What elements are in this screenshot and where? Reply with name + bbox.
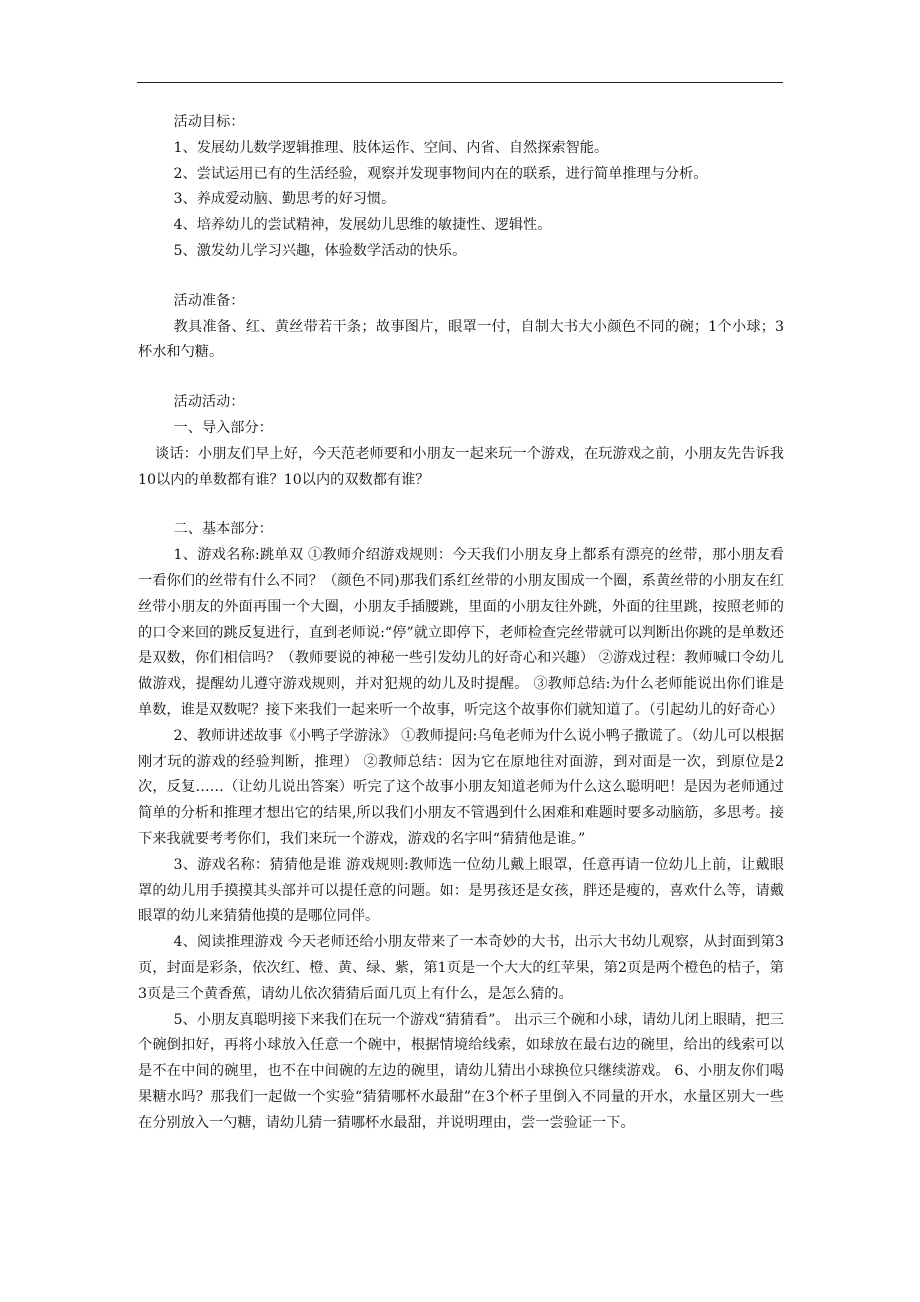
intro-heading: 一、导入部分： [173, 419, 273, 436]
prep-text: 教具准备、红、黄丝带若干条；故事图片，眼罩一付，自制大书大小颜色不同的碗；1个小球；3杯水和勺糖。 [138, 318, 784, 361]
goal-item: 5、激发幼儿学习兴趣，体验数学活动的快乐。 [173, 242, 467, 259]
goal-item: 3、养成爱动脑、勤思考的好习惯。 [173, 191, 396, 208]
goal-item: 4、培养幼儿的尝试精神，发展幼儿思维的敏捷性、逻辑性。 [173, 217, 552, 234]
basic-paragraph: 1、游戏名称:跳单双 ①教师介绍游戏规则：今天我们小朋友身上都系有漂亮的丝带，那小朋友看一看你们的丝带有什么不同？（颜色不同)那我们系红丝带的小朋友围成一个圈，系黄丝带的小朋友在红丝带小朋友的外面再围一个大圈，小朋友手插腰跳，里面的小朋友往外跳，外面的往里跳，按照老师的的口令来回的跳反复进行，直到老师说:“停”就立即停下，老师检查完丝带就可以判断出你跳的是单数还是双数，你们相信吗？（教师要说的神秘一些引发幼儿的好奇心和兴趣） ②游戏过程：教师喊口令幼儿做游戏，提醒幼儿遵守游戏规则，并对犯规的幼儿及时提醒。 ③教师总结:为什么老师能说出你们谁是单数，谁是双数呢？接下来我们一起来听一个故事，听完这个故事你们就知道了。（引起幼儿的好奇心） [138, 547, 784, 718]
basic-paragraph: 3、游戏名称：猜猜他是谁 游戏规则:教师选一位幼儿戴上眼罩，任意再请一位幼儿上前，让戴眼罩的幼儿用手摸摸其头部并可以提任意的问题。如：是男孩还是女孩，胖还是瘦的，喜欢什么等，请戴眼罩的幼儿来猜猜他摸的是哪位同伴。 [138, 856, 784, 925]
basic-heading: 二、基本部分： [173, 521, 273, 538]
goals-heading: 活动目标： [173, 114, 245, 130]
prep-heading: 活动准备： [173, 292, 245, 309]
basic-paragraph: 4、阅读推理游戏 今天老师还给小朋友带来了一本奇妙的大书，出示大书幼儿观察，从封面到第3页，封面是彩条，依次红、橙、黄、绿、紫，第1页是一个大大的红苹果，第2页是两个橙色的桔子，第3页是三个黄香蕉，请幼儿依次猜猜后面几页上有什么，是怎么猜的。 [138, 934, 784, 1002]
basic-paragraph: 5、小朋友真聪明接下来我们在玩一个游戏“猜猜看”。 出示三个碗和小球，请幼儿闭上眼睛，把三个碗倒扣好，再将小球放入任意一个碗中，根据情境给线索，如球放在最右边的碗里，给出的线索可以是不在中间的碗里，也不在中间碗的左边的碗里，请幼儿猜出小球换位只继续游戏。 6、小朋友你们喝果糖水吗？那我们一起做一个实验“猜猜哪杯水最甜”在3个杯子里倒入不同量的开水，水量区别大一些在分别放入一勺糖，请幼儿猜一猜哪杯水最甜，并说明理由，尝一尝验证一下。 [138, 1011, 784, 1131]
header-rule [137, 82, 783, 83]
basic-paragraph: 2、教师讲述故事《小鸭子学游泳》 ①教师提问:乌龟老师为什么说小鸭子撒谎了。（幼儿可以根据刚才玩的游戏的经验判断，推理） ②教师总结：因为它在原地往对面游，到对面是一次，到原位是2次，反复……（让幼儿说出答案）听完了这个故事小朋友知道老师为什么这么聪明吧！是因为老师通过简单的分析和推理才想出它的结果,所以我们小朋友不管遇到什么困难和难题时要多动脑筋，多思考。接下来我就要考考你们，我们来玩一个游戏，游戏的名字叫“猜猜他是谁。” [138, 727, 784, 847]
activity-heading: 活动活动： [173, 394, 245, 411]
goal-item: 2、尝试运用已有的生活经验，观察并发现事物间内在的联系，进行简单推理与分析。 [173, 165, 708, 182]
intro-text: 谈话：小朋友们早上好，今天范老师要和小朋友一起来玩一个游戏，在玩游戏之前，小朋友先告诉我10以内的单数都有谁？10以内的双数都有谁？ [138, 445, 784, 488]
goal-item: 1、发展幼儿数学逻辑推理、肢体运作、空间、内省、自然探索智能。 [173, 139, 609, 156]
document-body [138, 110, 784, 1136]
